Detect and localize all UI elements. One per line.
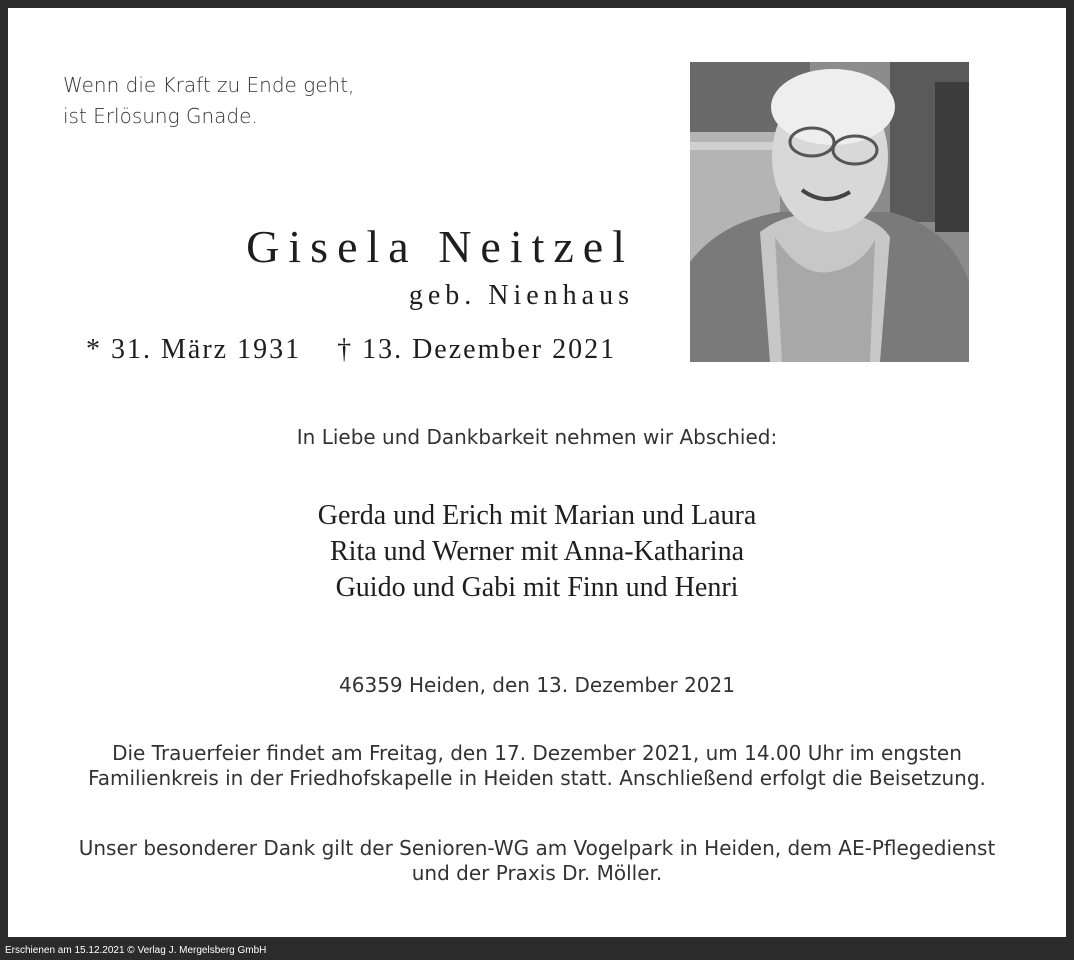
family-line: Rita und Werner mit Anna-Katharina (330, 536, 744, 567)
thanks-line-2: und der Praxis Dr. Möller. (411, 861, 663, 885)
thanks-line-1: Unser besonderer Dank gilt der Senioren-WG am Vogelpark in Heiden, dem AE-Pflegedienst (78, 836, 996, 860)
quote-line-1: Wenn die Kraft zu Ende geht, (63, 73, 355, 97)
family-list (8, 498, 1066, 606)
death-date: † 13. Dezember 2021 (337, 334, 617, 365)
life-dates (86, 334, 616, 366)
family-line: Guido und Gabi mit Finn und Henri (335, 572, 739, 603)
deceased-name: Gisela Neitzel (246, 221, 634, 272)
ceremony-line-2: Familienkreis in der Friedhofskapelle in Heiden statt. Anschließend erfolgt die Beisetzung. (88, 766, 986, 790)
family-line: Gerda und Erich mit Marian und Laura (317, 500, 757, 531)
publication-footer: Erschienen am 15.12.2021 © Verlag J. Mergelsberg GmbH (5, 945, 267, 956)
portrait-image (690, 62, 969, 362)
obituary-card (8, 8, 1066, 937)
thanks-note (8, 836, 1066, 886)
farewell-intro: In Liebe und Dankbarkeit nehmen wir Abschied: (296, 425, 778, 449)
birth-name: geb. Nienhaus (408, 280, 634, 311)
quote (63, 70, 354, 132)
place-date: 46359 Heiden, den 13. Dezember 2021 (339, 673, 735, 697)
portrait-photo (690, 62, 969, 362)
ceremony-line-1: Die Trauerfeier findet am Freitag, den 17. Dezember 2021, um 14.00 Uhr im engsten (112, 741, 962, 765)
birth-date: * 31. März 1931 (86, 334, 302, 365)
quote-line-2: ist Erlösung Gnade. (63, 104, 258, 128)
ceremony-info (8, 741, 1066, 791)
